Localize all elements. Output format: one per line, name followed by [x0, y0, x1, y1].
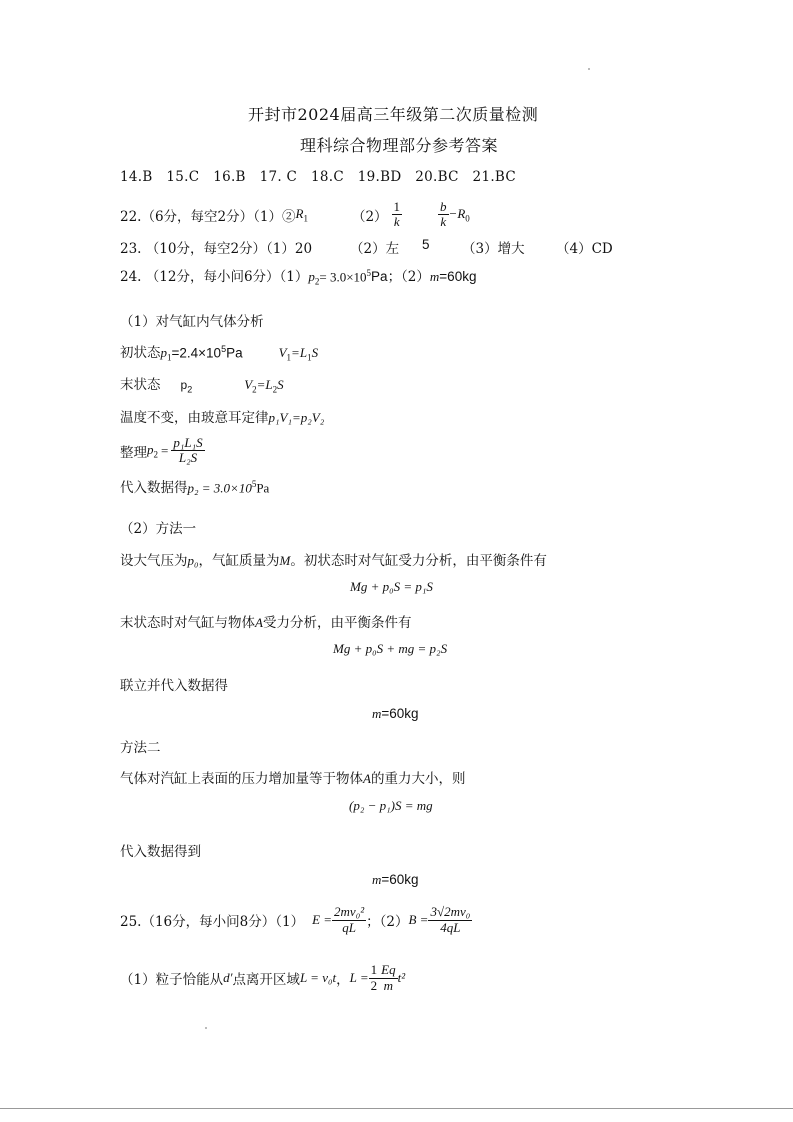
sol24-subst2: 代入数据得到 — [120, 844, 201, 860]
sol24-result2: m =60kg — [372, 872, 419, 887]
page-subtitle: 理科综合物理部分参考答案 — [300, 136, 499, 155]
page-title: 开封市2024届高三年级第二次质量检测 — [248, 105, 539, 124]
sol25-half: $\frac{1}{2}$ — [370, 962, 378, 993]
sol25-eq-over-m: $\frac{Eq}{m}$ — [381, 962, 396, 993]
q22-answer — [120, 200, 470, 230]
sol24-v1: $V_1=L_1S$ — [278, 345, 319, 363]
q24-answer — [120, 265, 476, 287]
q24-head: 24. （12分，每小问6分）（1） — [120, 269, 309, 285]
sol24-eq2: Mg + p₀S + mg = p₂S — [333, 641, 448, 656]
sol24-p1: $p_1$ — [160, 345, 172, 363]
sol24-arrange: 整理 $p_2$ = $\frac{\text{p₁L₁S}}{\text{L₂S}}$ — [120, 435, 203, 466]
page-bottom-rule — [0, 1108, 793, 1109]
sol25-eq-a: L = v₀t — [299, 970, 337, 985]
q22-frac-b-over-k: $\frac{b}{k}$ — [440, 199, 447, 230]
q24-p2-unit: Pa — [371, 269, 388, 284]
q23-a4: （4）CD — [556, 241, 613, 257]
sol24-final-state: 末状态 $p_2$ $V_2=L_2S$ — [120, 377, 284, 395]
q25-e-frac: $\frac{\text{2mv₀²}}{qL}$ — [334, 904, 365, 935]
q24-sep: ；（2） — [387, 269, 430, 285]
q22-r1: $R_1$ — [295, 206, 308, 224]
q25-b-lhs: B = — [408, 912, 429, 927]
sol24-boyle: 温度不变，由玻意耳定律 p₁V₁=p₂V₂ — [120, 410, 325, 426]
q25-e-lhs: E = — [312, 912, 333, 927]
sol24-arr-frac: $\frac{\text{p₁L₁S}}{\text{L₂S}}$ — [173, 435, 203, 466]
q24-m-val: =60kg — [439, 269, 477, 284]
sol24-arr-lhs: $p_2$ — [147, 442, 158, 460]
q22-part2: （2） — [351, 208, 388, 225]
q23-a2b: 5 — [422, 237, 430, 252]
q25-answer — [120, 900, 472, 940]
sol24-init-state: 初状态 $p_1$ $=2.4\times 10^5Pa$ $V_1=L_1S$ — [120, 343, 319, 363]
q25-sep: ；（2） — [366, 914, 409, 930]
q24-p2-eq: = $3.0\times 10^5$ — [319, 267, 372, 284]
q22-frac-one-over-k: $\frac{1}{k}$ — [393, 199, 401, 230]
q24-p2: $p_2$ — [308, 269, 320, 287]
q23-a3: （3）增大 — [462, 241, 525, 257]
sol24-combine: 联立并代入数据得 — [120, 678, 228, 694]
q25-head: 25.（16分，每小问8分）（1） — [120, 914, 305, 930]
sol24-p1-val: $=2.4\times 10^5Pa$ — [171, 343, 243, 360]
scan-speck — [205, 1027, 207, 1029]
sol24-result1: m =60kg — [372, 706, 419, 721]
sol24-boyle-eq: p₁V₁=p₂V₂ — [268, 410, 325, 425]
sol24-final-analysis: 末状态时对气缸与物体 A 受力分析，由平衡条件有 — [120, 615, 412, 631]
scan-speck — [588, 68, 590, 70]
sol24-method2: 方法二 — [120, 740, 161, 756]
sol24-eq3: (p₂ − p₁)S = mg — [349, 798, 433, 813]
q23-a2: （2）左 — [350, 241, 400, 257]
q23-head: 23. （10分，每空2分）（1）20 — [120, 241, 313, 257]
sol24-part1-label: （1）对气缸内气体分析 — [120, 314, 264, 330]
choice-answers: 14.B 15.C 16.B 17. C 18.C 19.BD 20.BC 21.BC — [120, 169, 517, 185]
q22-head: 22.（6分，每空2分）（1）② — [120, 208, 296, 225]
sol24-part2-label: （2）方法一 — [120, 521, 197, 537]
sol24-m2-text: 气体对汽缸上表面的压力增加量等于物体 A 的重力大小，则 — [120, 771, 466, 787]
sol25-line: （1）粒子恰能从 d′ 点离开区域 L = v₀t ， L = $\frac{1}{2}$ $\frac{Eq}{m}$ t² — [120, 962, 406, 993]
q24-m: m — [429, 269, 440, 284]
sol24-v2: $V_2=L_2S$ — [244, 377, 284, 395]
sol24-subst-eq: $p_2 = 3.0\times 10^5Pa$ — [187, 478, 270, 495]
sol24-p2-label: $p_2$ — [180, 378, 193, 395]
sol24-eq1: Mg + p₀S = p₁S — [350, 579, 433, 594]
sol24-subst: 代入数据得 $p_2 = 3.0\times 10^5Pa$ — [120, 478, 270, 496]
q22-minus-r0: $-R_0$ — [448, 206, 470, 224]
sol24-setup: 设大气压为 p₀ ，气缸质量为 M 。初状态时对气缸受力分析，由平衡条件有 — [120, 553, 547, 569]
q25-b-frac: $\frac{\text{3√2mv₀}}{4qL}$ — [430, 904, 471, 935]
